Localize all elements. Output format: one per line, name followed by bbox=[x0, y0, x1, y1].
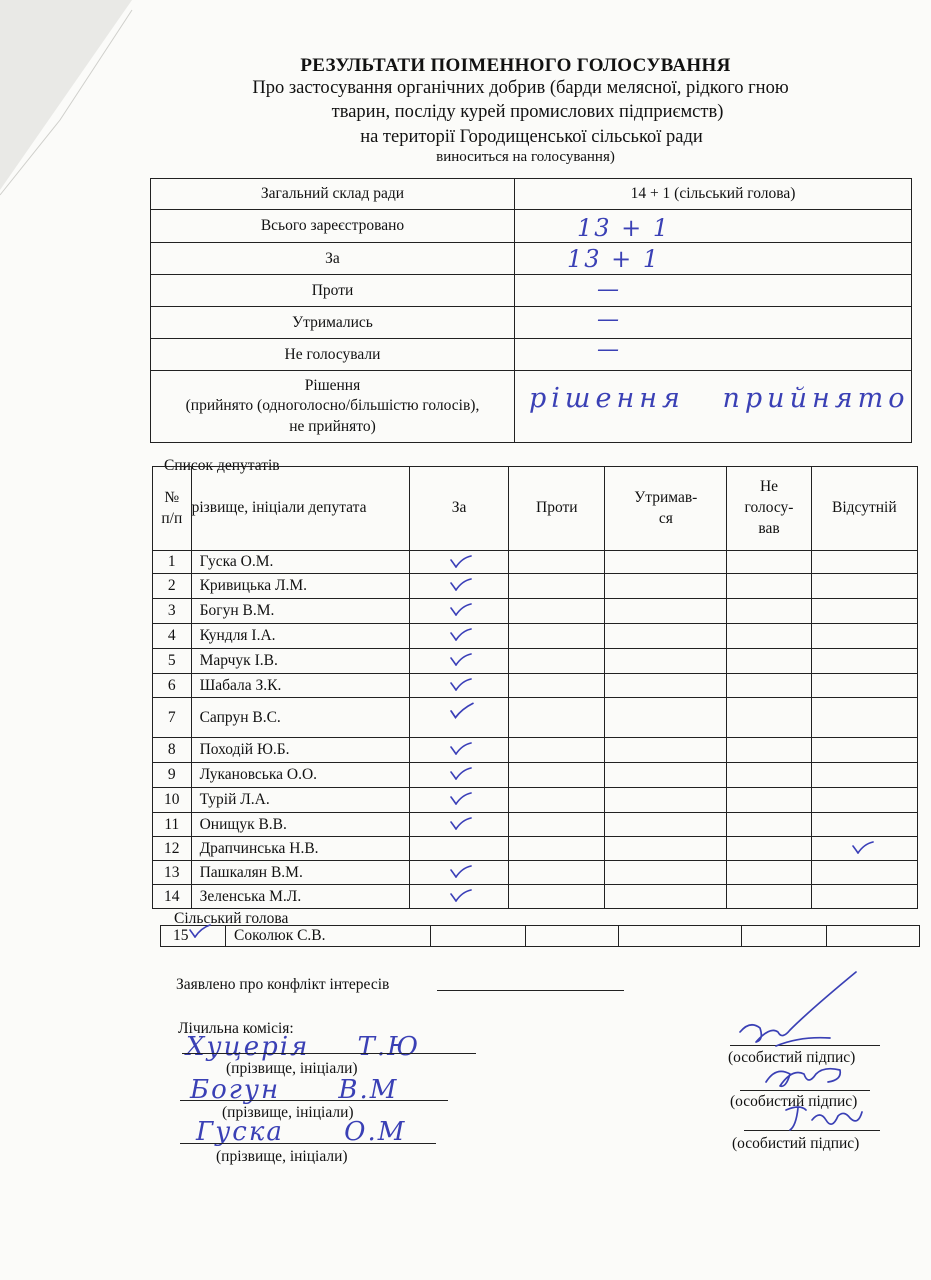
vote-cell-novote bbox=[727, 599, 811, 624]
vote-cell-against bbox=[509, 599, 605, 624]
vote-cell-against bbox=[509, 551, 605, 574]
head-novote-cell bbox=[742, 926, 827, 947]
col-header-num-2: п/п bbox=[161, 509, 183, 527]
check-mark-icon bbox=[450, 554, 472, 568]
deputy-num: 10 bbox=[153, 788, 192, 813]
deputies-table bbox=[152, 466, 918, 909]
vote-cell-against bbox=[509, 788, 605, 813]
subject-line-1: Про застосування органічних добрив (барди мелясної, рідкого гною bbox=[252, 78, 789, 98]
summary-row bbox=[151, 275, 912, 307]
deputies-caption: Список депутатів bbox=[164, 457, 280, 474]
vote-cell-absent bbox=[811, 599, 917, 624]
vote-cell-novote bbox=[727, 788, 811, 813]
deputy-num: 11 bbox=[153, 813, 192, 837]
vote-cell-abstain bbox=[605, 885, 727, 909]
vote-cell-novote bbox=[727, 551, 811, 574]
vote-cell-for bbox=[409, 738, 508, 763]
vote-cell-absent bbox=[811, 624, 917, 649]
check-mark-icon bbox=[450, 791, 472, 805]
vote-cell-novote bbox=[727, 861, 811, 885]
check-mark-icon bbox=[450, 816, 472, 830]
table-row bbox=[153, 599, 918, 624]
member-3-handwritten: Гуска О.М bbox=[196, 1117, 407, 1147]
vote-cell-against bbox=[509, 763, 605, 788]
table-row bbox=[153, 788, 918, 813]
deputy-name: Богун В.М. bbox=[191, 599, 409, 624]
check-mark-icon bbox=[852, 840, 874, 854]
conflict-line bbox=[437, 990, 624, 991]
col-header-num bbox=[153, 467, 192, 551]
deputy-name: Кундля І.А. bbox=[191, 624, 409, 649]
deputy-name: Онищук В.В. bbox=[191, 813, 409, 837]
deputy-num: 13 bbox=[153, 861, 192, 885]
vote-cell-for bbox=[409, 861, 508, 885]
conflict-label: Заявлено про конфлікт інтересів bbox=[176, 976, 390, 993]
vote-cell-absent bbox=[811, 551, 917, 574]
vote-cell-against bbox=[509, 674, 605, 698]
vote-cell-for bbox=[409, 551, 508, 574]
deputy-num: 5 bbox=[153, 649, 192, 674]
deputies-header-row bbox=[153, 467, 918, 551]
deputy-name: Гуска О.М. bbox=[191, 551, 409, 574]
vote-cell-for bbox=[409, 885, 508, 909]
check-mark-icon bbox=[189, 924, 211, 938]
vote-cell-against bbox=[509, 574, 605, 599]
deputy-name: Драпчинська Н.В. bbox=[191, 837, 409, 861]
abstained-handwritten: — bbox=[597, 307, 619, 332]
vote-cell-absent bbox=[811, 837, 917, 861]
deputy-name: Кривицька Л.М. bbox=[191, 574, 409, 599]
vote-cell-novote bbox=[727, 885, 811, 909]
vote-cell-novote bbox=[727, 574, 811, 599]
summary-label: Утримались bbox=[151, 307, 515, 339]
vote-cell-against bbox=[509, 624, 605, 649]
table-row bbox=[153, 674, 918, 698]
vote-cell-abstain bbox=[605, 763, 727, 788]
col-header-novote-2: голосу- bbox=[744, 499, 794, 517]
member-1-handwritten: Хуцерія Т.Ю bbox=[186, 1032, 421, 1062]
vote-cell-novote bbox=[727, 837, 811, 861]
head-row bbox=[161, 926, 920, 947]
decision-label-1: Рішення bbox=[304, 377, 361, 395]
vote-cell-for bbox=[409, 763, 508, 788]
col-header-abstain-2: ся bbox=[658, 509, 673, 527]
vote-cell-novote bbox=[727, 738, 811, 763]
deputy-num: 12 bbox=[153, 837, 192, 861]
vote-cell-for bbox=[409, 574, 508, 599]
summary-value-cell bbox=[515, 339, 912, 371]
table-row bbox=[153, 837, 918, 861]
summary-row bbox=[151, 243, 912, 275]
vote-cell-abstain bbox=[605, 837, 727, 861]
deputy-num: 1 bbox=[153, 551, 192, 574]
summary-row bbox=[151, 179, 912, 210]
head-abstain-cell bbox=[619, 926, 742, 947]
vote-cell-absent bbox=[811, 813, 917, 837]
check-mark-icon bbox=[450, 627, 472, 641]
table-row bbox=[153, 649, 918, 674]
commission-label: Лічильна комісія: bbox=[178, 1020, 294, 1037]
check-mark-icon bbox=[450, 677, 472, 691]
subject-line-4: виноситься на голосування) bbox=[436, 149, 615, 165]
decision-handwritten: рішення прийнято bbox=[529, 383, 910, 414]
check-mark-icon bbox=[450, 577, 472, 591]
signature-3-caption: (особистий підпис) bbox=[732, 1135, 860, 1152]
deputy-num: 2 bbox=[153, 574, 192, 599]
vote-cell-for bbox=[409, 698, 508, 738]
head-absent-cell bbox=[827, 926, 920, 947]
check-mark-icon bbox=[450, 864, 472, 878]
table-row bbox=[153, 861, 918, 885]
deputy-num: 9 bbox=[153, 763, 192, 788]
deputy-num: 3 bbox=[153, 599, 192, 624]
decision-label-2: (прийнято (одноголосно/більшістю голосів), bbox=[185, 397, 480, 415]
vote-cell-abstain bbox=[605, 574, 727, 599]
check-mark-icon bbox=[450, 741, 472, 755]
decision-label bbox=[151, 371, 515, 443]
vote-cell-absent bbox=[811, 788, 917, 813]
col-header-against: Проти bbox=[509, 467, 605, 551]
head-for-cell bbox=[431, 926, 526, 947]
summary-table bbox=[150, 178, 912, 443]
vote-cell-against bbox=[509, 861, 605, 885]
vote-cell-absent bbox=[811, 861, 917, 885]
vote-cell-abstain bbox=[605, 674, 727, 698]
vote-cell-against bbox=[509, 837, 605, 861]
vote-cell-against bbox=[509, 813, 605, 837]
vote-cell-abstain bbox=[605, 788, 727, 813]
registered-handwritten: 13 + 1 bbox=[577, 214, 671, 242]
table-row bbox=[153, 813, 918, 837]
member-2-line bbox=[180, 1100, 448, 1101]
vote-cell-novote bbox=[727, 649, 811, 674]
deputy-name: Походій Ю.Б. bbox=[191, 738, 409, 763]
head-table bbox=[160, 925, 920, 947]
signature-2-caption: (особистий підпис) bbox=[730, 1093, 858, 1110]
summary-value-cell bbox=[515, 275, 912, 307]
vote-cell-novote bbox=[727, 698, 811, 738]
vote-cell-abstain bbox=[605, 813, 727, 837]
table-row bbox=[153, 551, 918, 574]
vote-cell-for bbox=[409, 649, 508, 674]
table-row bbox=[153, 698, 918, 738]
summary-value-cell bbox=[515, 307, 912, 339]
vote-cell-abstain bbox=[605, 861, 727, 885]
head-name: Соколюк С.В. bbox=[226, 926, 431, 947]
vote-cell-abstain bbox=[605, 551, 727, 574]
vote-cell-for bbox=[409, 624, 508, 649]
deputy-num: 4 bbox=[153, 624, 192, 649]
table-row bbox=[153, 738, 918, 763]
summary-label: Не голосували bbox=[151, 339, 515, 371]
decision-label-3: не прийнято) bbox=[289, 417, 376, 435]
deputy-num: 8 bbox=[153, 738, 192, 763]
deputy-name: Зеленська М.Л. bbox=[191, 885, 409, 909]
col-header-abstain-1: Утримав- bbox=[634, 488, 698, 506]
signature-scribbles bbox=[720, 970, 900, 1150]
col-header-for: За bbox=[409, 467, 508, 551]
vote-cell-for bbox=[409, 788, 508, 813]
decision-row bbox=[151, 371, 912, 443]
subject-line-2: тварин, посліду курей промислових підприємств) bbox=[331, 102, 724, 122]
summary-value-cell bbox=[515, 243, 912, 275]
head-caption: Сільський голова bbox=[174, 910, 289, 927]
summary-label: Всього зареєстровано bbox=[151, 210, 515, 243]
col-header-abstain bbox=[605, 467, 727, 551]
summary-label: Загальний склад ради bbox=[151, 179, 515, 210]
vote-cell-abstain bbox=[605, 649, 727, 674]
table-row bbox=[153, 624, 918, 649]
summary-row bbox=[151, 339, 912, 371]
member-3-line bbox=[180, 1143, 436, 1144]
signature-1-caption: (особистий підпис) bbox=[728, 1049, 856, 1066]
deputy-name: Турій Л.А. bbox=[191, 788, 409, 813]
col-header-novote-1: Не bbox=[759, 478, 779, 496]
vote-cell-against bbox=[509, 649, 605, 674]
vote-cell-absent bbox=[811, 674, 917, 698]
member-1-caption: (прізвище, ініціали) bbox=[226, 1060, 358, 1077]
deputy-name: Сапрун В.С. bbox=[191, 698, 409, 738]
against-handwritten: — bbox=[597, 277, 619, 302]
vote-cell-abstain bbox=[605, 698, 727, 738]
table-row bbox=[153, 885, 918, 909]
member-1-line bbox=[182, 1053, 476, 1054]
table-row bbox=[153, 763, 918, 788]
member-2-caption: (прізвище, ініціали) bbox=[222, 1104, 354, 1121]
vote-cell-for bbox=[409, 813, 508, 837]
head-against-cell bbox=[526, 926, 619, 947]
vote-cell-absent bbox=[811, 763, 917, 788]
for-handwritten: 13 + 1 bbox=[567, 245, 661, 273]
col-header-novote bbox=[727, 467, 811, 551]
novote-handwritten: — bbox=[597, 337, 619, 362]
deputy-name: Пашкалян В.М. bbox=[191, 861, 409, 885]
vote-cell-novote bbox=[727, 624, 811, 649]
check-mark-icon bbox=[450, 888, 472, 902]
deputy-name: Лукановська О.О. bbox=[191, 763, 409, 788]
deputy-num: 14 bbox=[153, 885, 192, 909]
col-header-novote-3: вав bbox=[758, 519, 780, 537]
deputy-num: 6 bbox=[153, 674, 192, 698]
deputy-num: 7 bbox=[153, 698, 192, 738]
summary-row bbox=[151, 210, 912, 243]
vote-cell-against bbox=[509, 885, 605, 909]
decision-value-cell bbox=[515, 371, 912, 443]
vote-cell-novote bbox=[727, 674, 811, 698]
summary-value-cell bbox=[515, 210, 912, 243]
table-row bbox=[153, 574, 918, 599]
vote-cell-absent bbox=[811, 698, 917, 738]
check-mark-icon bbox=[450, 700, 474, 722]
check-mark-icon bbox=[450, 602, 472, 616]
summary-value: 14 + 1 (сільський голова) bbox=[515, 179, 912, 210]
deputies-body bbox=[153, 551, 918, 909]
vote-cell-absent bbox=[811, 885, 917, 909]
vote-cell-absent bbox=[811, 574, 917, 599]
check-mark-icon bbox=[450, 652, 472, 666]
summary-label: Проти bbox=[151, 275, 515, 307]
vote-cell-for bbox=[409, 599, 508, 624]
subject-line-3: на території Городищенської сільської ради bbox=[360, 127, 703, 147]
deputy-name: Марчук І.В. bbox=[191, 649, 409, 674]
vote-cell-novote bbox=[727, 763, 811, 788]
summary-row bbox=[151, 307, 912, 339]
deputy-name: Шабала З.К. bbox=[191, 674, 409, 698]
vote-cell-for bbox=[409, 837, 508, 861]
vote-cell-absent bbox=[811, 649, 917, 674]
check-mark-icon bbox=[450, 766, 472, 780]
member-3-caption: (прізвище, ініціали) bbox=[216, 1148, 348, 1165]
col-header-absent: Відсутній bbox=[811, 467, 917, 551]
vote-cell-against bbox=[509, 738, 605, 763]
vote-cell-against bbox=[509, 698, 605, 738]
vote-cell-for bbox=[409, 674, 508, 698]
head-num: 15 bbox=[161, 926, 226, 947]
member-2-handwritten: Богун В.М bbox=[190, 1075, 399, 1105]
summary-label: За bbox=[151, 243, 515, 275]
vote-cell-abstain bbox=[605, 624, 727, 649]
vote-cell-novote bbox=[727, 813, 811, 837]
vote-cell-absent bbox=[811, 738, 917, 763]
col-header-name: різвище, ініціали депутата bbox=[191, 467, 409, 551]
vote-cell-abstain bbox=[605, 599, 727, 624]
document-title: РЕЗУЛЬТАТИ ПОІМЕННОГО ГОЛОСУВАННЯ bbox=[300, 55, 731, 76]
col-header-num-1: № bbox=[164, 488, 180, 506]
vote-cell-abstain bbox=[605, 738, 727, 763]
